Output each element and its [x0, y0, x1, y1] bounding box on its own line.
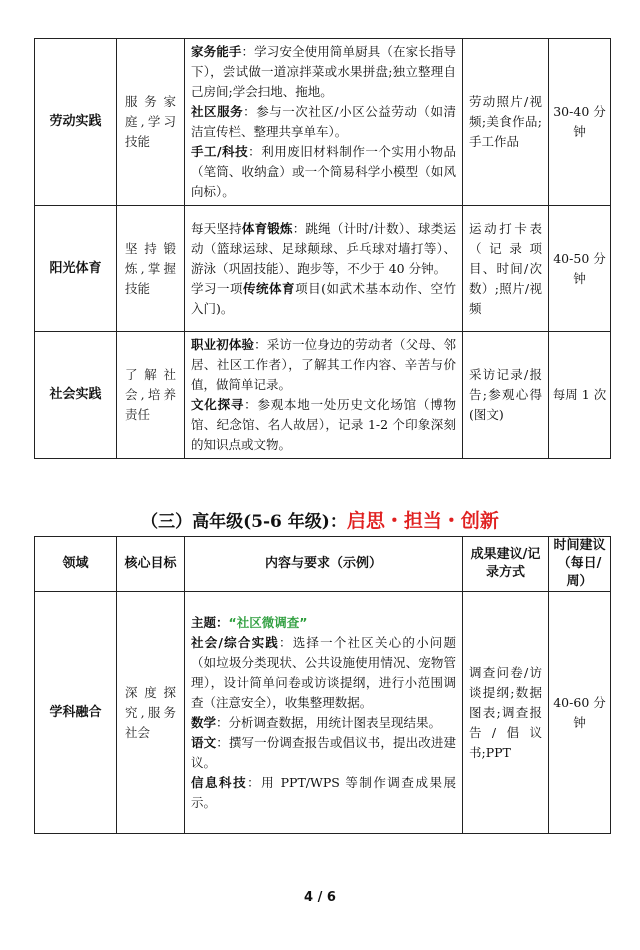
content-cell: [185, 332, 463, 459]
content-label: 社区服务: [191, 104, 244, 119]
table-header-row: [35, 537, 611, 592]
content-item: [191, 395, 456, 455]
time-cell: 40-50 分钟: [549, 206, 611, 332]
content-label: 职业初体验: [191, 337, 255, 352]
content-label: 体育锻炼: [241, 220, 293, 236]
content-text: ：采访一位身边的劳动者（父母、邻居、社区工作者），了解其工作内容、辛苦与价值，做简单记录。: [191, 337, 456, 392]
theme-value: “社区微调查”: [228, 614, 308, 630]
content-text: ：参与一次社区/小区公益劳动（如清洁宣传栏、整理共享单车）。: [191, 104, 456, 139]
content-cell: [185, 39, 463, 206]
content-item: [191, 633, 456, 713]
content-item: [191, 713, 456, 733]
content-label: 语文: [191, 734, 217, 750]
content-text: ：跳绳（计时/计数）、球类运动（篮球运球、足球颠球、乒乓球对墙打等）、游泳（巩固技能）、跑步等，不少于 40 分钟。: [191, 220, 456, 276]
content-text: ：撰写一份调查报告或倡议书，提出改进建议。: [191, 734, 456, 770]
theme-label: 主题：: [191, 614, 229, 630]
header-result: 成果建议/记录方式: [463, 537, 549, 592]
time-cell: 30-40 分钟: [549, 39, 611, 206]
table-row-labor: [35, 39, 611, 206]
table-row-sports: [35, 206, 611, 332]
content-cell: [185, 592, 463, 834]
activity-table-upper-grade: [34, 536, 611, 834]
time-cell: 每周 1 次: [549, 332, 611, 459]
core-goal-cell: 坚持锻炼,掌握技能: [117, 206, 185, 332]
header-area: 领域: [35, 537, 117, 592]
result-cell: 采访记录/报告;参观心得(图文): [463, 332, 549, 459]
content-item: [191, 219, 456, 279]
core-goal-cell: 了解社会,培养责任: [117, 332, 185, 459]
content-label: 手工/科技: [191, 144, 249, 159]
section-heading-highlight: 启思・担当・创新: [346, 510, 499, 532]
area-cell: 社会实践: [35, 332, 117, 459]
content-text: 学习一项: [191, 280, 244, 296]
page-number: 4 / 6: [304, 890, 336, 905]
result-cell: 运动打卡表（记录项目、时间/次数）;照片/视频: [463, 206, 549, 332]
section-heading: [0, 506, 640, 533]
content-label: 文化探寻: [191, 397, 245, 412]
content-item: [191, 142, 456, 202]
content-item: [191, 733, 456, 773]
content-label: 家务能手: [191, 44, 242, 59]
time-cell: 40-60 分钟: [549, 592, 611, 834]
content-text: ：选择一个社区关心的小问题（如垃圾分类现状、公共设施使用情况、宠物管理），设计简单问卷或访谈提纲，进行小范围调查（注意安全），收集整理数据。: [191, 634, 456, 710]
area-cell: 阳光体育: [35, 206, 117, 332]
content-item: [191, 335, 456, 395]
table-row-social: [35, 332, 611, 459]
table-row-interdisciplinary: [35, 592, 611, 834]
content-label: 传统体育: [243, 280, 296, 296]
content-text: ：学习安全使用简单厨具（在家长指导下），尝试做一道凉拌菜或水果拼盘;独立整理自己房间;学会扫地、拖地。: [191, 44, 456, 99]
core-goal-cell: 深度探究,服务社会: [117, 592, 185, 834]
result-cell: 劳动照片/视频;美食作品;手工作品: [463, 39, 549, 206]
content-item: [191, 42, 456, 102]
result-cell: 调查问卷/访谈提纲;数据图表;调查报告/倡议书;PPT: [463, 592, 549, 834]
content-cell: [185, 206, 463, 332]
content-label: 社会/综合实践: [191, 634, 280, 650]
core-goal-cell: 服务家庭,学习技能: [117, 39, 185, 206]
content-text: 每天坚持: [191, 220, 242, 236]
content-label: 数学: [191, 714, 217, 730]
content-label: 信息科技: [191, 774, 248, 790]
activity-table-middle-grade: [34, 38, 611, 459]
content-text: ：分析调查数据，用统计图表呈现结果。: [216, 714, 442, 730]
content-text: ：用 PPT/WPS 等制作调查成果展示。: [191, 774, 456, 810]
header-time: 时间建议（每日/周）: [549, 537, 611, 592]
content-text: 项目(如武术基本动作、空竹入门)。: [191, 280, 456, 316]
content-text: ：利用废旧材料制作一个实用小物品（笔筒、收纳盒）或一个简易科学小模型（如风向标）。: [191, 144, 456, 199]
content-text: ：参观本地一处历史文化场馆（博物馆、纪念馆、名人故居），记录 1-2 个印象深刻的知识点或文物。: [191, 397, 456, 452]
area-cell: 劳动实践: [35, 39, 117, 206]
header-core-goal: 核心目标: [117, 537, 185, 592]
section-heading-prefix: （三）高年级(5-6 年级)：: [141, 512, 347, 532]
area-cell: 学科融合: [35, 592, 117, 834]
header-content: 内容与要求（示例）: [185, 537, 463, 592]
content-item: [191, 279, 456, 319]
content-item: [191, 773, 456, 813]
theme-line: [191, 613, 456, 633]
content-item: [191, 102, 456, 142]
